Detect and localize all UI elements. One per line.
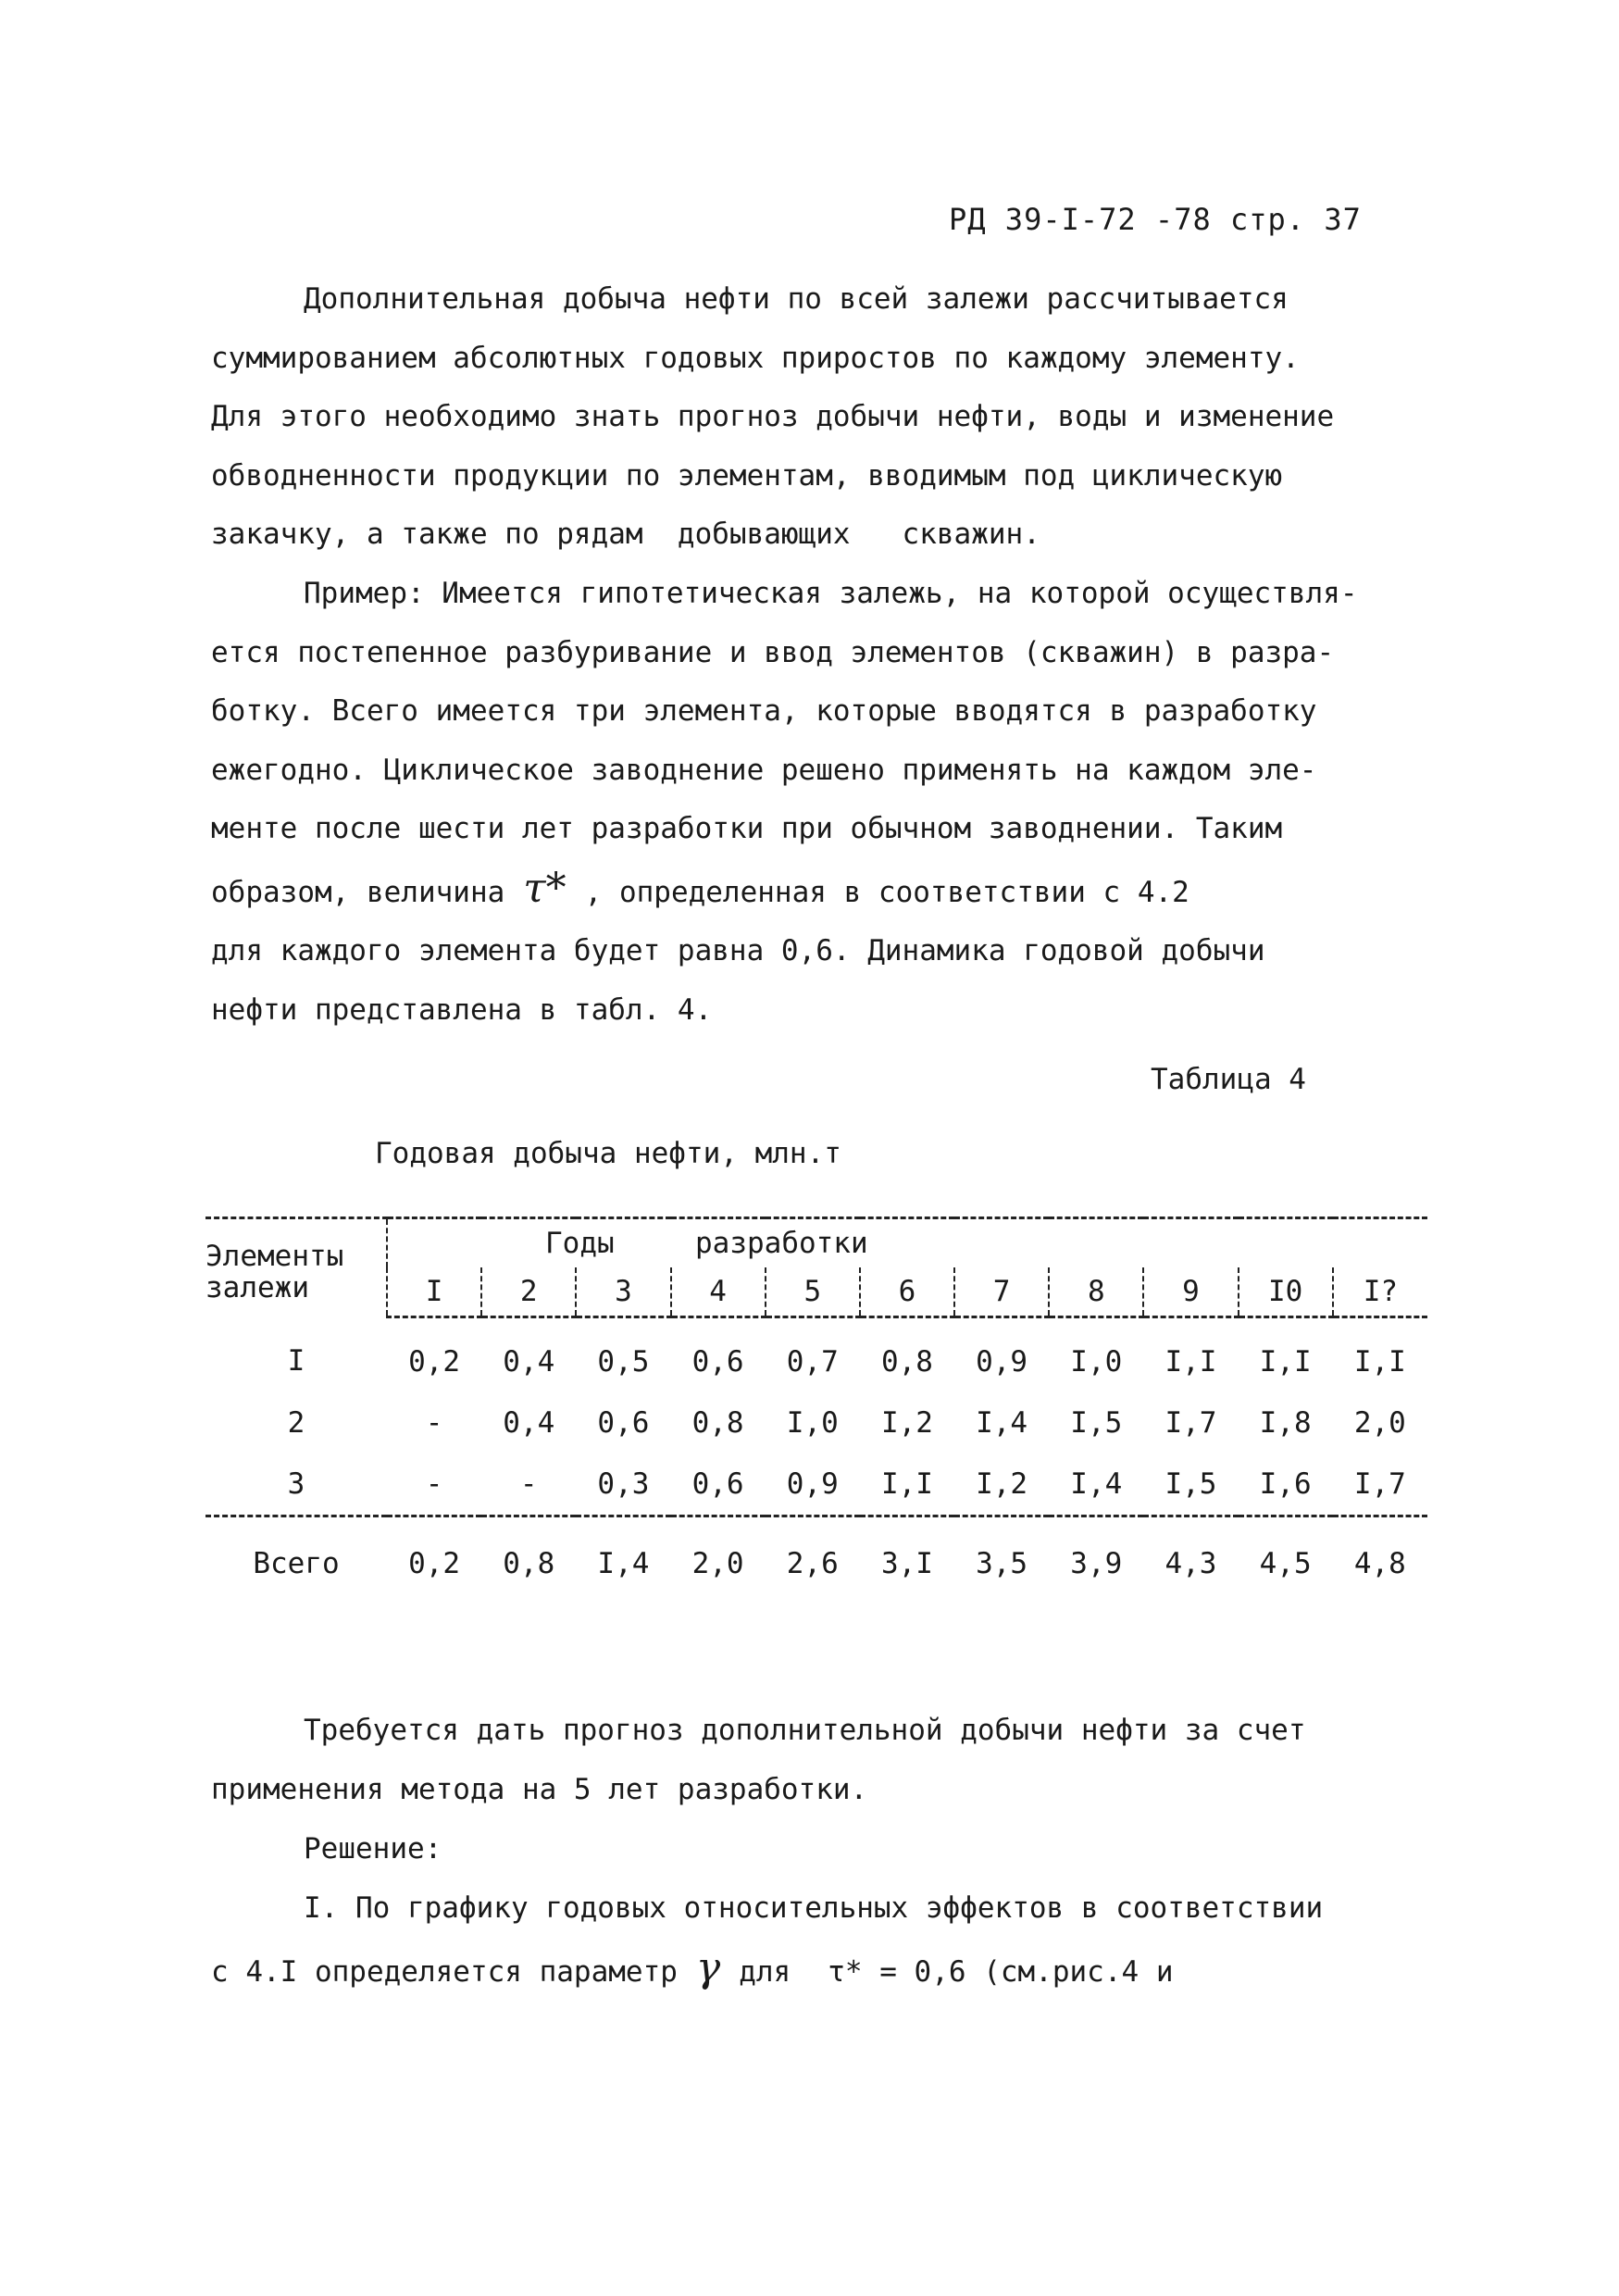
text-line [211,1939,1433,2003]
text-fragment: для [739,1954,791,1989]
table-cell: I,0 [786,1406,839,1440]
table-cell: I,5 [1164,1467,1217,1501]
table-cell: - [519,1467,538,1501]
text-fragment: , определенная в соответствии с 4.2 [584,875,1189,909]
table-cell: 0,2 [408,1345,461,1379]
year-col: 4 [671,1267,766,1317]
table-caption: Таблица 4 [1151,1063,1306,1096]
table [205,1217,1427,1601]
paragraph-example [211,565,1433,1040]
table-cell: 0,5 [597,1345,650,1379]
table-cell: 3,9 [1049,1516,1143,1602]
table-cell: I,2 [880,1406,933,1440]
text-line: Решение: [304,1832,442,1866]
text-line: закачку, а также по рядам добывающих скважин. [211,518,1040,551]
text-line: суммированием абсолютных годовых приростов по каждому элементу. [211,341,1300,375]
page-header: РД 39-I-72 -78 стр. 37 [949,202,1362,237]
row-label: I [287,1344,305,1379]
text-line: ботку. Всего имеется три элемента, которые вводятся в разработку [211,694,1317,728]
header-text: Годы [545,1227,615,1260]
year-col: 8 [1049,1267,1143,1317]
table-row [205,1317,1427,1393]
table-cell: I,I [880,1467,933,1501]
table-title: Годовая добыча нефти, млн.т [375,1137,841,1170]
row-label: 3 [287,1467,305,1501]
table-cell: - [425,1467,443,1501]
year-col: 7 [954,1267,1049,1317]
year-col: I [387,1267,481,1317]
table-cell: 0,8 [481,1516,576,1602]
years-header [387,1218,1427,1268]
production-table [205,1217,1427,1601]
table-cell: 3,I [860,1516,954,1602]
gamma-symbol: γ [695,1943,721,1991]
table-cell: 0,6 [597,1406,650,1440]
table-cell: 0,8 [691,1406,744,1440]
table-cell: I,8 [1259,1406,1312,1440]
table-cell: 0,6 [691,1467,744,1501]
table-cell: 4,3 [1143,1516,1238,1602]
paragraph-solution [211,1879,1433,2002]
table-cell: 2,6 [766,1516,860,1602]
table-row [205,1454,1427,1516]
table-cell: 0,4 [503,1345,555,1379]
text-line: Требуется дать прогноз дополнительной добычи нефти за счет [304,1714,1306,1747]
table-cell: I,7 [1164,1406,1217,1440]
year-col: 2 [481,1267,576,1317]
table-total-row [205,1516,1427,1602]
text-line: ежегодно. Циклическое заводнение решено применять на каждом эле- [211,753,1317,787]
table-cell: 2,0 [1353,1406,1406,1440]
table-cell: 2,0 [671,1516,766,1602]
header-text: разработки [695,1227,868,1260]
table-cell: 0,3 [597,1467,650,1501]
text-line: Для этого необходимо знать прогноз добычи нефти, воды и изменение [211,400,1335,433]
text-line: нефти представлена в табл. 4. [211,992,713,1027]
text-line: для каждого элемента будет равна 0,6. Динамика годовой добычи [211,934,1265,967]
text-line: ется постепенное разбуривание и ввод элементов (скважин) в разра- [211,635,1335,669]
table-cell: I,I [1164,1345,1217,1379]
text-fragment: образом, величина [211,875,505,909]
table-cell: I,4 [976,1406,1028,1440]
year-col: 3 [576,1267,670,1317]
table-cell: I,I [1259,1345,1312,1379]
table-cell: 0,9 [976,1345,1028,1379]
table-cell: 0,7 [786,1345,839,1379]
year-col: 9 [1143,1267,1238,1317]
table-cell: 0,4 [503,1406,555,1440]
table-cell: 0,6 [691,1345,744,1379]
table-cell: I,7 [1353,1467,1406,1501]
elements-header [205,1218,387,1317]
table-cell: I,4 [1070,1467,1123,1501]
text-line: I. По графику годовых относительных эффектов в соответствии [304,1891,1324,1925]
solution-label [211,1820,1433,1879]
text-line [211,859,1433,923]
tau-star-symbol: τ* [523,864,567,912]
table-row [205,1392,1427,1454]
text-fragment: τ* = 0,6 (см.рис.4 и [828,1954,1174,1989]
row-label: 2 [287,1406,305,1440]
text-line: применения метода на 5 лет разработки. [211,1772,868,1806]
paragraph-intro [211,270,1433,565]
year-col: I? [1333,1267,1427,1317]
header-text: залежи [205,1270,309,1304]
table-cell: I,0 [1070,1345,1123,1379]
text-line: менте после шести лет разработки при обычном заводнении. Таким [211,812,1283,845]
paragraph-task [211,1702,1433,1819]
text-line: обводненности продукции по элементам, вводимым под циклическую [211,458,1283,493]
table-cell: 0,9 [786,1467,839,1501]
table-cell: 0,2 [387,1516,481,1602]
text-fragment: с 4.I определяется параметр [211,1954,678,1989]
table-cell: 4,8 [1333,1516,1427,1602]
text-line: Пример: Имеется гипотетическая залежь, на которой осуществля- [304,577,1358,610]
table-cell: I,6 [1259,1467,1312,1501]
year-col: 5 [766,1267,860,1317]
row-label: Всего [205,1516,387,1602]
table-cell: I,I [1353,1345,1406,1379]
table-cell: 3,5 [954,1516,1049,1602]
table-cell: - [425,1406,443,1440]
year-col: 6 [860,1267,954,1317]
year-col: I0 [1239,1267,1333,1317]
table-cell: 4,5 [1239,1516,1333,1602]
table-cell: I,2 [976,1467,1028,1501]
header-text: Элементы [205,1239,344,1273]
text-line: Дополнительная добыча нефти по всей залежи рассчитывается [304,282,1289,316]
table-cell: I,4 [576,1516,670,1602]
table-cell: I,5 [1070,1406,1123,1440]
table-cell: 0,8 [880,1345,933,1379]
